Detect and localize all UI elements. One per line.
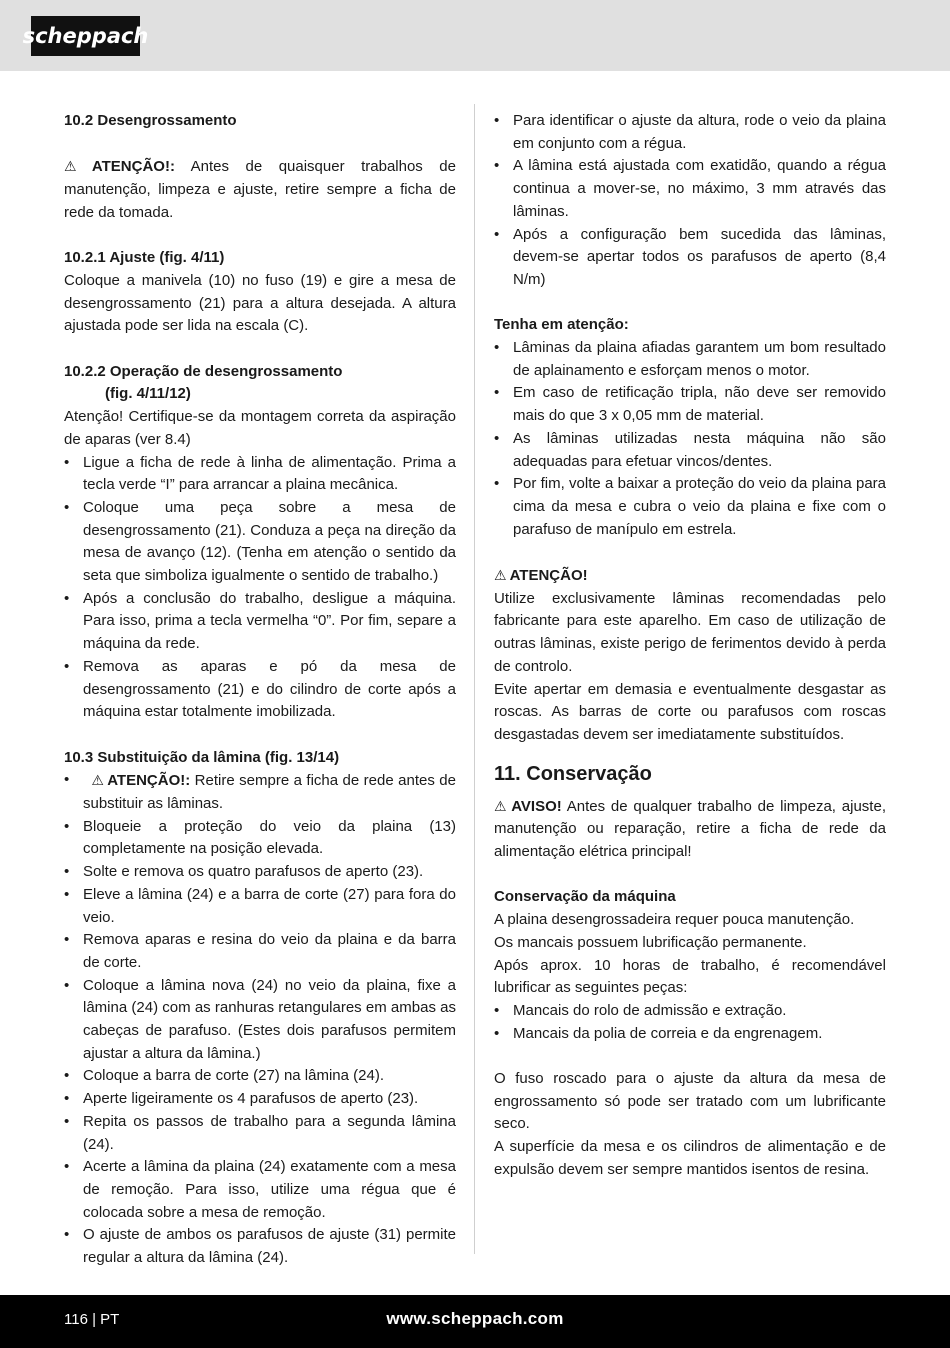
warning-text: Antes de quaisquer trabalhos de manutenção, limpeza e ajuste, retire sempre a ficha de rede da tomada. — [64, 158, 456, 221]
section-10-2-2-title-fig: (fig. 4/11/12) — [105, 385, 191, 403]
height-adjust-list — [494, 110, 886, 292]
list-item — [64, 769, 456, 815]
list-item: • Bloqueie a proteção do veio da plaina (13) completamente na posição elevada. — [64, 816, 456, 861]
warning-triangle-icon: ⚠ — [494, 797, 509, 814]
warning-label: ATENÇÃO!: — [107, 772, 191, 790]
list-item: • Solte e remova os quatro parafusos de aperto (23). — [64, 861, 456, 884]
section-11-title: 11. Conservação — [494, 762, 652, 785]
aviso-label: AVISO! — [511, 797, 562, 815]
list-item: • Para identificar o ajuste da altura, rode o veio da plaina em conjunto com a régua. — [494, 110, 886, 155]
list-item: • Após a conclusão do trabalho, desligue a máquina. Para isso, prima a tecla vermelha “0”. Por fim, separe a máquina da rede. — [64, 588, 456, 656]
website-url: www.scheppach.com — [386, 1309, 564, 1328]
list-item: • Por fim, volte a baixar a proteção do veio da plaina para cima da mesa e cubra o veio da plaina e fixe com o parafuso de manípulo em estrela. — [494, 473, 886, 541]
list-item: • Em caso de retificação tripla, não deve ser removido mais do que 3 x 0,05 mm de material. — [494, 382, 886, 427]
warning-text: Retire sempre a ficha de rede antes de substituir as lâminas. — [83, 772, 456, 813]
aviso-text: Antes de qualquer trabalho de limpeza, ajuste, manutenção ou reparação, retire a ficha de rede da alimentação elétrica principal! — [494, 797, 886, 861]
list-item: • Aperte ligeiramente os 4 parafusos de aperto (23). — [64, 1088, 456, 1111]
list-item: • Remova as aparas e pó da mesa de desengrossamento (21) e do cilindro de corte após a máquina estar totalmente imobilizada. — [64, 656, 456, 724]
attention-notes-title: Tenha em atenção: — [494, 316, 629, 334]
list-item: • Eleve a lâmina (24) e a barra de corte (27) para fora do veio. — [64, 884, 456, 929]
list-item: • Coloque uma peça sobre a mesa de desengrossamento (21). Conduza a peça na direção da mesa de avanço (12). (Tenha em atenção o sentido da seta que simboliza igualmente o sentido de trabalho.) — [64, 497, 456, 588]
warning-triangle-icon: ⚠ — [64, 158, 89, 175]
machine-care-text-2: Os mancais possuem lubrificação permanente. — [494, 933, 807, 951]
machine-care-text-1: A plaina desengrossadeira requer pouca manutenção. — [494, 911, 855, 929]
left-column — [64, 110, 456, 1270]
operation-list — [64, 452, 456, 724]
list-item: • Lâminas da plaina afiadas garantem um bom resultado de aplainamento e esforçam menos o motor. — [494, 337, 886, 382]
section-10-2-1-text: Coloque a manivela (10) no fuso (19) e gire a mesa de desengrossamento (21) para a altura desejada. A altura ajustada pode ser lida na escala (C). — [64, 271, 456, 335]
aviso-paragraph — [494, 795, 886, 864]
list-item: • Ligue a ficha de rede à linha de alimentação. Prima a tecla verde “I” para arrancar a plaina mecânica. — [64, 452, 456, 497]
warning-label: ATENÇÃO!: — [91, 158, 175, 176]
attention-text-2: Evite apertar em demasia e eventualmente desgastar as roscas. As barras de corte ou parafusos com roscas desgastadas devem ser imediatamente substituídos. — [494, 680, 886, 743]
page-number: 116 | PT — [64, 1311, 120, 1328]
section-10-2-2-title: 10.2.2 Operação de desengrossamento — [64, 362, 343, 380]
section-10-3-title: 10.3 Substituição da lâmina (fig. 13/14) — [64, 748, 340, 766]
header-bar — [0, 0, 950, 71]
list-item: • Coloque a lâmina nova (24) no veio da plaina, fixe a lâmina (24) com as ranhuras retangulares em ambas as cabeças de parafuso. (Estes dois parafusos permitem ajustar a altura da lâmina.) — [64, 975, 456, 1066]
column-divider — [474, 104, 475, 1254]
list-item: • A lâmina está ajustada com exatidão, quando a régua continua a mover-se, no máximo, 3 mm através das lâminas. — [494, 155, 886, 223]
list-item: • As lâminas utilizadas nesta máquina não são adequadas para efetuar vincos/dentes. — [494, 428, 886, 473]
warning-triangle-icon: ⚠ — [83, 772, 105, 789]
attention-notes-list — [494, 337, 886, 541]
attention-heading-label: ATENÇÃO! — [509, 567, 588, 585]
list-item: • Mancais da polia de correia e da engrenagem. — [494, 1023, 886, 1046]
machine-care-text-3: Após aprox. 10 horas de trabalho, é recomendável lubrificar as seguintes peças: — [494, 956, 886, 997]
warning-triangle-icon: ⚠ — [494, 567, 507, 584]
list-item: • O ajuste de ambos os parafusos de ajuste (31) permite regular a altura da lâmina (24). — [64, 1224, 456, 1269]
machine-care-title: Conservação da máquina — [494, 888, 676, 906]
scheppach-logo: scheppach — [31, 16, 140, 56]
list-item: • Mancais do rolo de admissão e extração. — [494, 1000, 886, 1023]
blade-replacement-list — [64, 769, 456, 1269]
section-10-2-title: 10.2 Desengrossamento — [64, 112, 237, 129]
section-10-2-2-text: Atenção! Certifique-se da montagem correta da aspiração de aparas (ver 8.4) — [64, 408, 456, 448]
spindle-text: O fuso roscado para o ajuste da altura da mesa de engrossamento só pode ser tratado com um lubrificante seco. — [494, 1070, 886, 1133]
list-item: • Repita os passos de trabalho para a segunda lâmina (24). — [64, 1111, 456, 1156]
list-item: • Coloque a barra de corte (27) na lâmina (24). — [64, 1065, 456, 1088]
attention-heading — [494, 564, 886, 588]
list-item: • Acerte a lâmina da plaina (24) exatamente com a mesa de remoção. Para isso, utilize uma régua que é colocada sobre a mesa de remoção. — [64, 1156, 456, 1224]
lubrication-list — [494, 1000, 886, 1045]
warning-paragraph — [64, 155, 456, 224]
section-10-2-1-title: 10.2.1 Ajuste (fig. 4/11) — [64, 249, 225, 267]
attention-text-1: Utilize exclusivamente lâminas recomendadas pelo fabricante para este aparelho. Em caso de utilização de outras lâminas, existe perigo de ferimentos devido à perda de controlo. — [494, 589, 886, 675]
footer-bar — [0, 1295, 950, 1348]
list-item: • Remova aparas e resina do veio da plaina e da barra de corte. — [64, 929, 456, 974]
surface-text: A superfície da mesa e os cilindros de alimentação e de expulsão devem ser sempre mantidos isentos de resina. — [494, 1138, 886, 1178]
right-column — [494, 110, 886, 1182]
list-item: • Após a configuração bem sucedida das lâminas, devem-se apertar todos os parafusos de aperto (8,4 N/m) — [494, 224, 886, 292]
